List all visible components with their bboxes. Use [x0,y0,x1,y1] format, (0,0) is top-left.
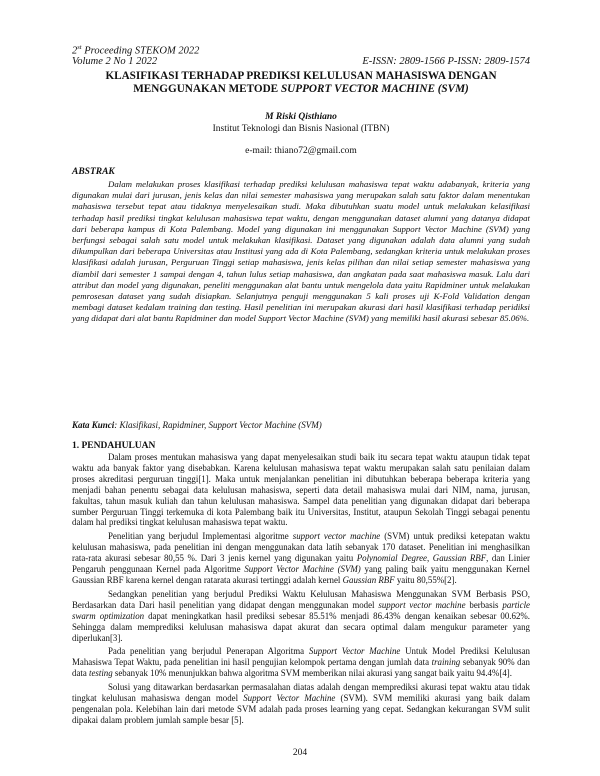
p4-text: Pada penelitian yang berjudul Penerapan Algoritma [108,646,309,657]
p2-italic: Support Vector Machine (SVM) [244,564,361,575]
p4-italic: training [431,657,461,668]
p2-text: (SVM) untuk prediksi ketepatan waktu kelulusan mahasiswa, pada penelitian ini dengan menggunakan data latih sebanyak 170 dataset. Penelitian ini menghasilkan rata-rata akurasi sebesar 80,55 %. Dari 3 jenis kernel yang digunakan yaitu [72,531,530,564]
section-heading: 1. PENDAHULUAN [72,441,156,451]
p3-italic: particle swarm optimization [72,599,530,621]
p2-text: yang paling baik yaitu menggunakan Kernel Gaussian RBF karena kernel dengan ratarata akurasi tertinggi adalah kernel [72,564,530,585]
paragraph-2 [72,531,530,586]
abstract-text: Dalam melakukan proses klasifikasi terhadap prediksi kelulusan mahasiswa tepat waktu adabanyak, kriteria yang digunakan mulai dari jurusan, jenis kelas dan nilai semester mahasiswa yang merupakan salah satu faktor dalam menentukan mahasiswa tersebut tepat atau tidaknya menyelesaikan studi. Maka dibutuhkan suatu model untuk melakukan kelasifikasi terhadap hasil prediksi tingkat kelulusan mahasiswa tepat waktu, dengan menggunakan dataset alumni yang datanya didapat dari beberapa kampus di Kota Palembang. Model yang digunakan ini menggunakan Support Vector Machine (SVM) yang berfungsi sebagai salah satu model untuk melakukan klasifikasi. Dataset yang digunakan adalah data alumni yang sudah dikumpulkan dari beberapa Universitas atau Institusi yang ada di Kota Palembang, sedangkan kriteria untuk melakukan proses klasifikasi adalah jurusan, Perguruan Tinggi setiap mahasiswa, jenis kelas pilihan dan nilai setiap semester mahasiswa yang diambil dari semester 1 sampai dengan 4, tahun lulus setiap mahasiswa, dan angkatan pada saat mahasiswa masuk. Lalu dari attribut dan model yang digunakan, peneliti menggunakan alat bantu untuk mengelola data yaitu Rapidminer untuk melakukan pemrosesan dataset yang sudah disiapkan. Selanjutnya penguji menggunakan 5 kali proses uji K-Fold Validation dengan membagi dataset kedalam training dan testing. Hasil penelitian ini merupakan akurasi dari hasil klasifikasi terhadap peridiksi yang didapat dari alat bantu Rapidminer dan model Support Vector Machine (SVM) yang memiliki hasil akurasi sebesar 85.06%. [72,179,530,324]
p5-text: Solusi yang ditawarkan berdasarkan permasalahan diatas adalah dengan memprediksi akurasi tepat waktu atau tidak tingkat kelulusan mahasiswa dengan model [72,682,530,704]
p2-italic: Gaussian RBF [342,574,395,585]
volume-issn-header [72,56,530,67]
p2-italic: Polynomial Degree [356,553,428,564]
keywords-label: Kata Kunci [72,420,115,430]
paragraph-3 [72,589,530,644]
p4-italic: Support Vector Machine [308,646,401,657]
p3-text: dapat meningkatkan hasil prediksi sebesar 85.51% menjadi 86.43% dengan kenaikan sebesar 00.62%. Sehingga dalam memprediksi kelulusan mahasiswa dapat akurat dan secara optimal dalam mengukur parameter yang diperlukan[3]. [72,610,530,643]
proceeding-ordinal-suffix: st [77,44,82,51]
proceeding-ordinal: 2 [72,45,78,57]
issn-info: E-ISSN: 2809-1566 P-ISSN: 2809-1574 [362,56,530,67]
p5-italic: Support Vector Machine [243,693,336,704]
proceeding-header [72,44,199,57]
p2-text: Penelitian yang berjudul Implementasi algoritme [108,531,293,542]
paragraph-5 [72,682,530,726]
keywords-text: : Klasifikasi, Rapidminer, Support Vector Machine (SVM) [114,420,322,430]
p4-text: sebanyak 10% menunjukkan bahwa algoritma SVM memberikan nilai akurasi yang sangat baik yaitu 94.4%[4]. [112,668,512,679]
p4-text: sebanyak 90% dan data [72,657,530,679]
keywords [72,420,530,430]
p2-text: , dan Linier Pengaruh penggunaan Kernel pada Algoritme [72,553,530,575]
p3-italic: support vector machine [378,599,466,610]
author-institution: Institut Teknologi dan Bisnis Nasional (ITBN) [212,124,390,134]
title-line-2-plain: MENGGUNAKAN METODE [133,83,281,95]
author-name: M Riski Qisthiano [265,112,337,122]
page-number: 204 [292,748,308,758]
section-body [72,452,530,729]
p2-italic: support vector machine [292,531,381,542]
p2-text: , [427,553,433,564]
p4-text: Untuk Model Prediksi Kelulusan Mahasiswa Tepat Waktu, pada penelitian ini hasil pengujian kelompok pertama dengan jumlah data [72,646,530,668]
volume-info: Volume 2 No 1 2022 [72,56,158,67]
title-line-2 [72,83,530,96]
p4-italic: testing [89,668,113,679]
paragraph-1: Dalam proses mentukan mahasiswa yang dapat menyelesaikan studi baik itu secara tepat waktu ataupun tidak tepat waktu ada banyak faktor yang disebabkan. Karena kelulusan mahasiswa tepat waktu merupakan salah satu penilaian dalam proses akreditasi perguruan tinggi[1]. Maka untuk menjalankan penelitian ini dibutuhkan beberapa beberapa kriteria yang menjadi bahan penentu sebagai data kelulusan mahasiswa, seperti data detail mahasiswa mulai dari NIM, nama, jurusan, fakultas, tahun masuk kuliah dan tahun kelulusan mahasiswa. Sampel data penelitian yang digunakan didapat dari beberapa sumber Perguruan Tinggi terkemuka di kota Palembang baik itu Universitas, Institut, ataupun Sekolah Tinggi sebagai penentu dalam hal prediksi tingkat kelulusan mahasiswa tepat waktu. [72,452,530,528]
p2-text: yaitu 80,55%[2]. [394,574,457,585]
proceeding-name: Proceeding STEKOM 2022 [84,45,200,57]
title-line-2-italic: SUPPORT VECTOR MACHINE (SVM) [280,83,469,95]
paragraph-4 [72,646,530,679]
author-email: e-mail: thiano72@gmail.com [245,146,357,156]
abstract-heading: ABSTRAK [72,167,115,177]
paper-title [72,70,530,96]
p2-italic: Gaussian RBF [432,553,487,564]
p3-text: berbasis [465,599,503,610]
title-line-1: KLASIFIKASI TERHADAP PREDIKSI KELULUSAN MAHASISWA DENGAN [105,70,497,82]
p3-text: Sedangkan penelitian yang berjudul Prediksi Waktu Kelulusan Mahasiswa Menggunakan SVM Berbasis PSO, Berdasarkan data Dari hasil penelitian yang didapat dengan menggunakan model [72,588,530,610]
p5-text: (SVM). SVM memiliki akurasi yang baik dalam pengenalan pola. Kelebihan lain dari metode SVM adalah pada proses learning yang cepat. Sedangkan kekurangan SVM sulit dipakai dalam problem jumlah sample besar [5]. [72,693,530,725]
